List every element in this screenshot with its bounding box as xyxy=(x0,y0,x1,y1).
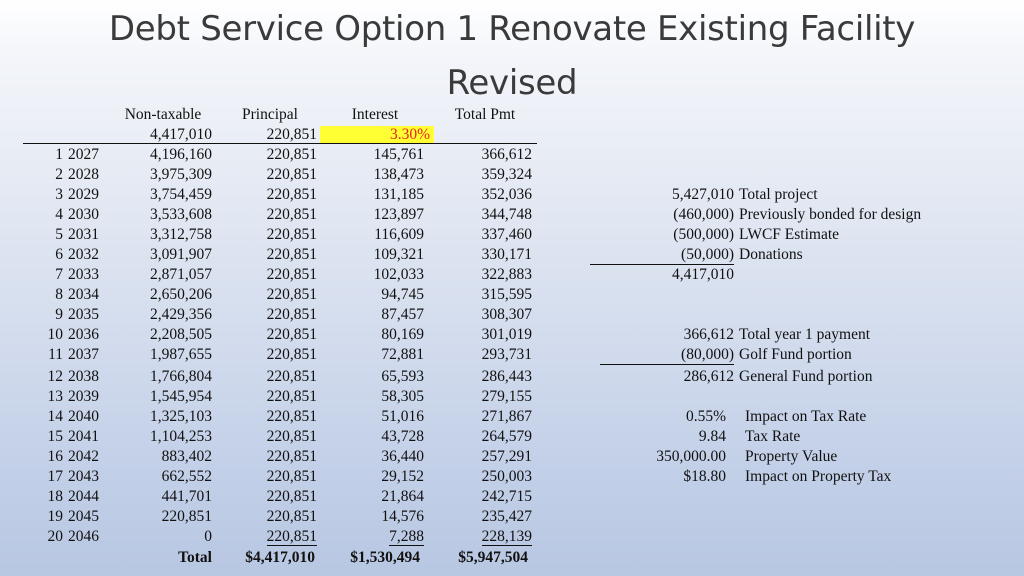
row-year: 2043 xyxy=(68,468,99,485)
row-nontaxable: 1,766,804 xyxy=(150,368,212,385)
row-principal: 220,851 xyxy=(266,448,317,465)
row-number: 1 xyxy=(55,146,63,163)
row-total-pmt: 352,036 xyxy=(481,186,532,203)
row-total-pmt: 257,291 xyxy=(481,448,532,465)
row-principal: 220,851 xyxy=(266,306,317,323)
row-interest: 94,745 xyxy=(381,286,424,303)
row-year: 2032 xyxy=(68,246,99,263)
header-total-pmt: Total Pmt xyxy=(454,106,516,123)
project-amount: (500,000) xyxy=(673,226,734,243)
row-interest: 80,169 xyxy=(381,326,424,343)
row-number: 6 xyxy=(55,246,63,263)
row-interest: 72,881 xyxy=(381,346,424,363)
impact-amount: $18.80 xyxy=(683,468,726,485)
row-number: 8 xyxy=(55,286,63,303)
row-year: 2038 xyxy=(68,368,99,385)
row-year: 2028 xyxy=(68,166,99,183)
row-principal: 220,851 xyxy=(266,428,317,445)
title-line-2: Revised xyxy=(446,63,578,103)
payment-label: General Fund portion xyxy=(739,368,873,385)
row-nontaxable: 2,871,057 xyxy=(150,266,212,283)
header-interest: Interest xyxy=(351,106,399,123)
row-interest: 116,609 xyxy=(374,226,424,243)
row-principal: 220,851 xyxy=(266,146,317,163)
row-interest: 58,305 xyxy=(381,388,424,405)
row-interest: 123,897 xyxy=(373,206,424,223)
project-amount: 4,417,010 xyxy=(672,266,734,283)
row-number: 16 xyxy=(47,448,63,465)
row-number: 12 xyxy=(47,368,63,385)
impact-amount: 9.84 xyxy=(698,428,726,445)
row-interest: 14,576 xyxy=(381,508,424,525)
row-total-pmt: 242,715 xyxy=(481,488,532,505)
impact-label: Impact on Property Tax xyxy=(745,468,892,485)
row-year: 2039 xyxy=(68,388,99,405)
project-amount: 5,427,010 xyxy=(672,186,734,203)
row-number: 13 xyxy=(47,388,63,405)
row-year: 2046 xyxy=(68,528,99,545)
row-total-pmt: 250,003 xyxy=(481,468,532,485)
project-amount: (50,000) xyxy=(681,246,734,263)
row-nontaxable: 2,650,206 xyxy=(150,286,212,303)
row-interest: 87,457 xyxy=(381,306,424,323)
project-label: Previously bonded for design xyxy=(739,206,922,223)
row-total-pmt: 308,307 xyxy=(481,306,532,323)
row-principal: 220,851 xyxy=(266,388,317,405)
payment-amount: (80,000) xyxy=(681,346,734,363)
row-principal: 220,851 xyxy=(266,508,317,525)
row-total-pmt: 337,460 xyxy=(481,226,532,243)
row-year: 2029 xyxy=(68,186,99,203)
row-principal: 220,851 xyxy=(266,368,317,385)
row-principal: 220,851 xyxy=(266,488,317,505)
row-year: 2044 xyxy=(68,488,99,505)
impact-label: Property Value xyxy=(745,448,838,465)
project-label: LWCF Estimate xyxy=(739,226,840,243)
row-interest: 145,761 xyxy=(373,146,424,163)
impact-amount: 350,000.00 xyxy=(656,448,726,465)
row-year: 2035 xyxy=(68,306,99,323)
payment-amount: 366,612 xyxy=(683,326,734,343)
row-principal xyxy=(225,528,317,546)
row-number: 7 xyxy=(55,266,63,283)
row-number: 3 xyxy=(55,186,63,203)
row-number: 17 xyxy=(47,468,63,485)
interest-rate-highlight: 3.30% xyxy=(320,126,434,144)
totals-total-pmt: $5,947,504 xyxy=(458,549,528,566)
row-year: 2042 xyxy=(68,448,99,465)
row-interest: 138,473 xyxy=(373,166,424,183)
row-total-pmt: 366,612 xyxy=(481,146,532,163)
initial-principal: 220,851 xyxy=(266,126,317,143)
row-nontaxable: 1,987,655 xyxy=(150,346,212,363)
row-principal: 220,851 xyxy=(266,468,317,485)
row-number: 4 xyxy=(55,206,63,223)
row-year: 2030 xyxy=(68,206,99,223)
row-nontaxable: 0 xyxy=(204,528,212,545)
row-year: 2041 xyxy=(68,428,99,445)
table-header-rule xyxy=(23,143,537,144)
row-nontaxable: 2,429,356 xyxy=(150,306,212,323)
project-amount: (460,000) xyxy=(673,206,734,223)
underlined-value: 7,288 xyxy=(389,528,424,545)
row-principal: 220,851 xyxy=(266,166,317,183)
payment-label: Total year 1 payment xyxy=(739,326,871,343)
row-year: 2036 xyxy=(68,326,99,343)
row-principal: 220,851 xyxy=(266,246,317,263)
impact-amount: 0.55% xyxy=(685,408,726,425)
row-nontaxable: 3,533,608 xyxy=(150,206,212,223)
page-title xyxy=(0,2,1024,110)
totals-label: Total xyxy=(178,549,212,566)
row-year: 2037 xyxy=(68,346,99,363)
header-nontaxable: Non-taxable xyxy=(124,106,202,123)
row-nontaxable: 1,545,954 xyxy=(150,388,212,405)
project-label: Total project xyxy=(739,186,818,203)
row-total-pmt: 279,155 xyxy=(481,388,532,405)
row-nontaxable: 3,091,907 xyxy=(150,246,212,263)
row-principal: 220,851 xyxy=(266,326,317,343)
impact-label: Impact on Tax Rate xyxy=(745,408,867,425)
row-principal: 220,851 xyxy=(266,226,317,243)
totals-principal: $4,417,010 xyxy=(245,549,315,566)
row-interest: 65,593 xyxy=(381,368,424,385)
row-total-pmt: 301,019 xyxy=(481,326,532,343)
row-number: 9 xyxy=(55,306,63,323)
project-sum-rule xyxy=(590,264,734,265)
row-nontaxable: 220,851 xyxy=(161,508,212,525)
row-interest: 102,033 xyxy=(373,266,424,283)
row-principal: 220,851 xyxy=(266,286,317,303)
row-nontaxable: 883,402 xyxy=(161,448,212,465)
row-interest: 21,864 xyxy=(381,488,424,505)
row-total-pmt: 293,731 xyxy=(481,346,532,363)
row-total-pmt: 344,748 xyxy=(481,206,532,223)
payment-amount: 286,612 xyxy=(683,368,734,385)
row-interest: 109,321 xyxy=(373,246,424,263)
row-principal: 220,851 xyxy=(266,346,317,363)
row-nontaxable: 1,104,253 xyxy=(150,428,212,445)
row-interest: 51,016 xyxy=(381,408,424,425)
row-year: 2031 xyxy=(68,226,99,243)
row-number: 2 xyxy=(55,166,63,183)
row-year: 2040 xyxy=(68,408,99,425)
row-total-pmt: 322,883 xyxy=(481,266,532,283)
row-interest: 131,185 xyxy=(373,186,424,203)
initial-nontaxable: 4,417,010 xyxy=(150,126,212,143)
row-nontaxable: 441,701 xyxy=(161,488,212,505)
row-nontaxable: 3,975,309 xyxy=(150,166,212,183)
row-nontaxable: 1,325,103 xyxy=(150,408,212,425)
impact-label: Tax Rate xyxy=(745,428,801,445)
row-nontaxable: 3,754,459 xyxy=(150,186,212,203)
row-year: 2045 xyxy=(68,508,99,525)
row-number: 10 xyxy=(47,326,63,343)
row-number: 19 xyxy=(47,508,63,525)
row-total-pmt: 315,595 xyxy=(481,286,532,303)
row-year: 2027 xyxy=(68,146,99,163)
row-principal: 220,851 xyxy=(266,206,317,223)
payment-label: Golf Fund portion xyxy=(739,346,852,363)
row-year: 2034 xyxy=(68,286,99,303)
row-total-pmt: 330,171 xyxy=(481,246,532,263)
row-nontaxable: 662,552 xyxy=(161,468,212,485)
row-number: 11 xyxy=(48,346,63,363)
row-total-pmt: 359,324 xyxy=(481,166,532,183)
row-nontaxable: 3,312,758 xyxy=(150,226,212,243)
row-interest xyxy=(330,528,424,546)
row-number: 18 xyxy=(47,488,63,505)
row-number: 20 xyxy=(47,528,63,545)
row-total-pmt: 286,443 xyxy=(481,368,532,385)
row-nontaxable: 4,196,160 xyxy=(150,146,212,163)
row-principal: 220,851 xyxy=(266,186,317,203)
row-number: 15 xyxy=(47,428,63,445)
row-total-pmt: 235,427 xyxy=(481,508,532,525)
row-principal: 220,851 xyxy=(266,266,317,283)
row-principal: 220,851 xyxy=(266,408,317,425)
row-number: 14 xyxy=(47,408,63,425)
row-nontaxable: 2,208,505 xyxy=(150,326,212,343)
row-total-pmt: 271,867 xyxy=(481,408,532,425)
row-year: 2033 xyxy=(68,266,99,283)
project-label: Donations xyxy=(739,246,803,263)
row-interest: 43,728 xyxy=(381,428,424,445)
totals-interest: $1,530,494 xyxy=(350,549,420,566)
row-interest: 29,152 xyxy=(381,468,424,485)
header-principal: Principal xyxy=(242,106,298,123)
row-number: 5 xyxy=(55,226,63,243)
row-total-pmt: 264,579 xyxy=(481,428,532,445)
underlined-value: 228,139 xyxy=(481,528,532,545)
underlined-value: 220,851 xyxy=(266,528,317,545)
row-total-pmt xyxy=(440,528,532,546)
payment-sum-rule xyxy=(600,364,734,365)
title-line-1: Debt Service Option 1 Renovate Existing Facility xyxy=(108,9,916,49)
row-interest: 36,440 xyxy=(381,448,424,465)
